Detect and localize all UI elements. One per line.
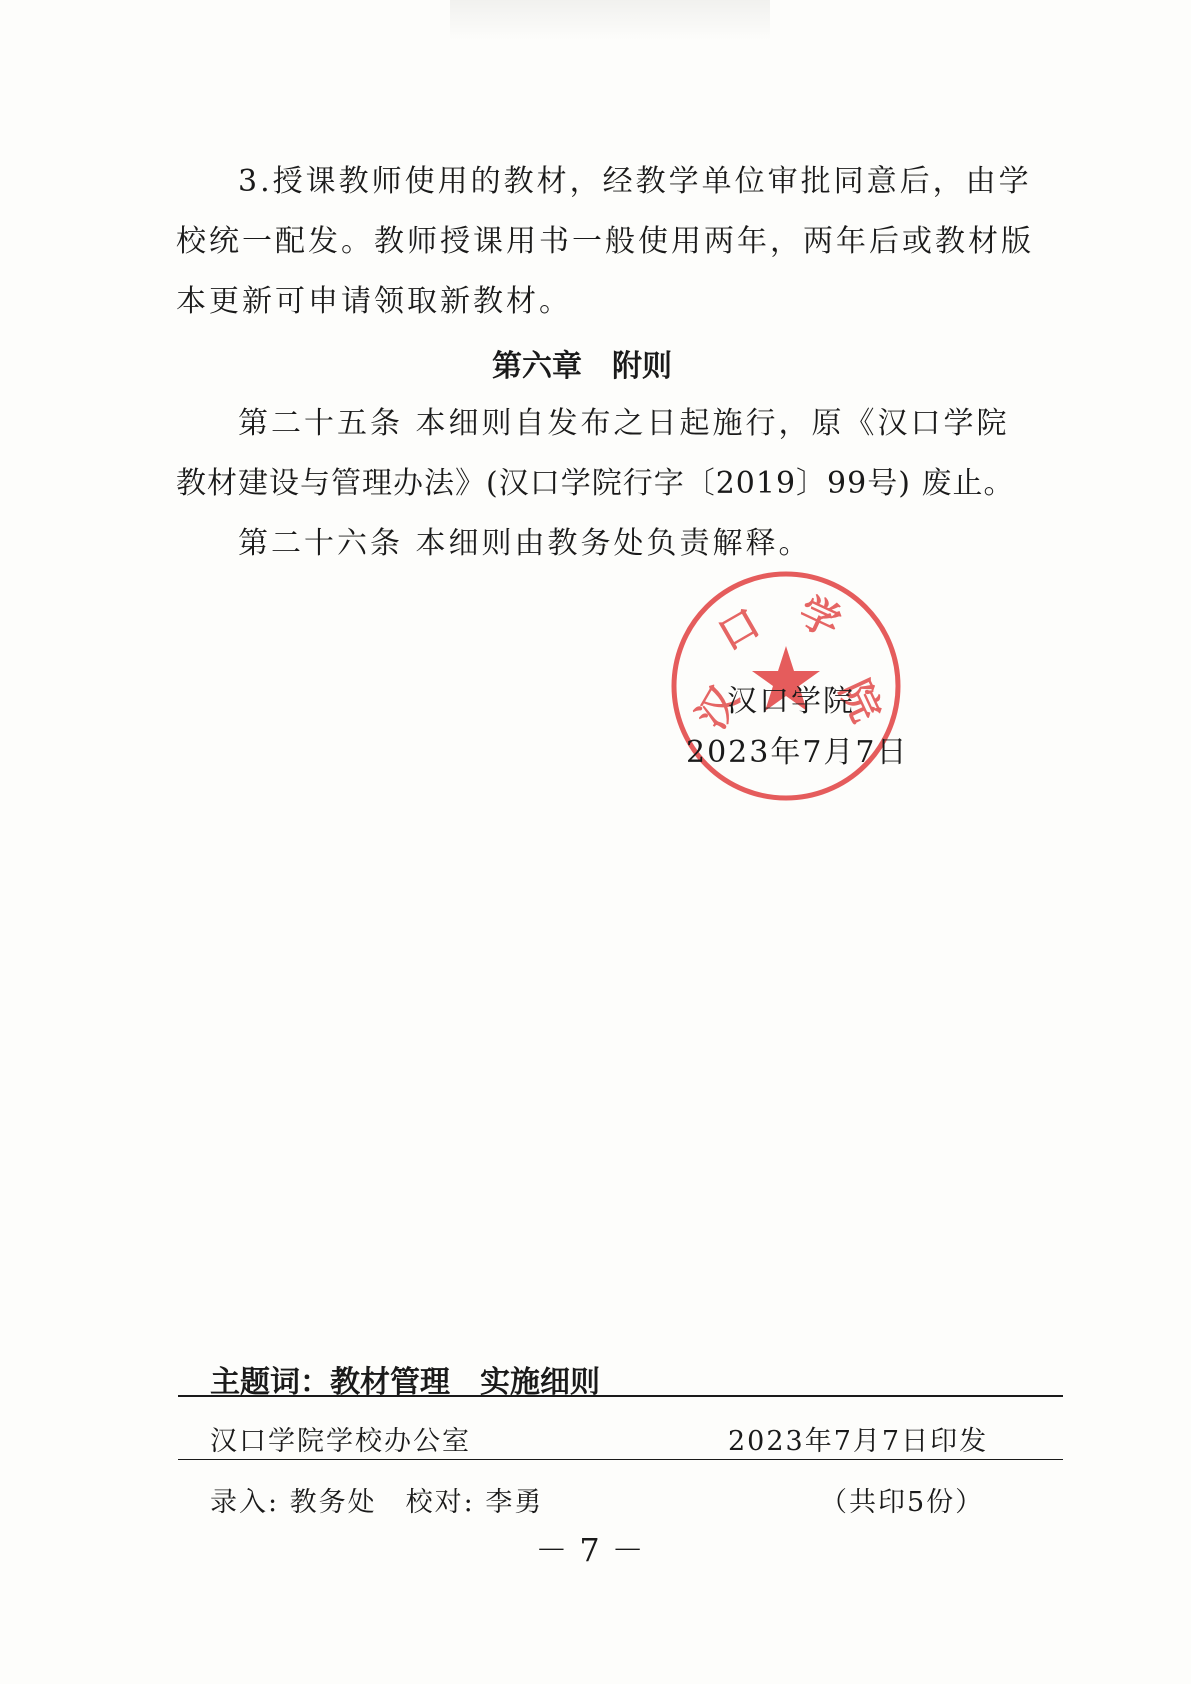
footer-rule-middle [178,1459,1063,1460]
scan-artifact [450,0,770,40]
svg-text:汉: 汉 [688,679,749,737]
signature-date: 2023年7月7日 [686,735,909,770]
issue-date: 2023年7月7日印发 [728,1426,989,1457]
svg-text:口: 口 [710,600,769,660]
page-number: －7－ [535,1531,656,1569]
paragraph-3-line-1: 3.授课教师使用的教材，经教学单位审批同意后，由学 [238,164,1032,199]
article-25-line-2: 教材建设与管理办法》(汉口学院行字〔2019〕99号) 废止。 [176,466,1015,501]
footer-rule-top [178,1395,1063,1397]
copies-count: （共印5份） [820,1487,985,1518]
issuer: 汉口学院学校办公室 [210,1426,471,1457]
article-25-line-1: 第二十五条 本细则自发布之日起施行，原《汉口学院 [238,406,1010,441]
article-26: 第二十六条 本细则由教务处负责解释。 [238,526,812,561]
signature-org: 汉口学院 [727,684,855,719]
paragraph-3-line-2: 校统一配发。教师授课用书一般使用两年，两年后或教材版 [176,224,1034,259]
entry-proofread: 录入: 教务处 校对: 李勇 [210,1487,544,1518]
chapter-heading: 第六章 附则 [492,349,672,384]
svg-text:学: 学 [791,588,848,648]
keywords-line: 主题词：教材管理 实施细则 [210,1365,600,1400]
paragraph-3-line-3: 本更新可申请领取新教材。 [176,284,572,319]
svg-text:院: 院 [830,673,889,729]
